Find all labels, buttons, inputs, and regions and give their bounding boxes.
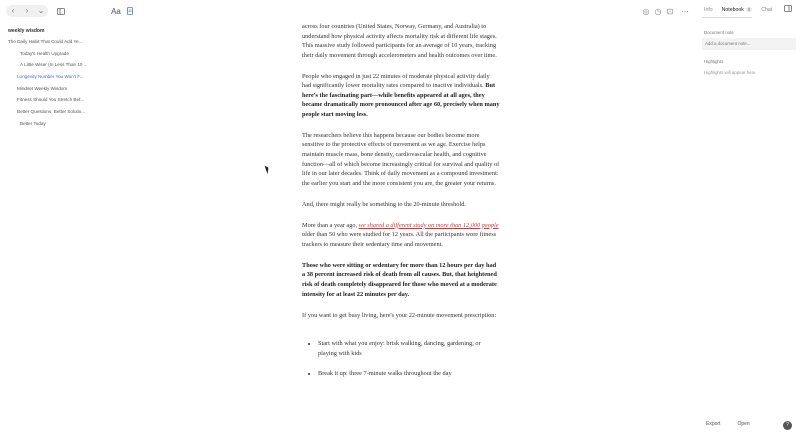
tab-notebook-label: Notebook xyxy=(721,7,744,13)
highlights-empty-text: Highlights will appear here xyxy=(704,70,756,75)
font-settings-button[interactable]: Aa xyxy=(111,6,121,16)
sidebar xyxy=(0,26,100,130)
document-icon[interactable] xyxy=(126,5,134,17)
list-item: • Start with what you enjoy: brisk walking, dancing, gardening, or playing with kids xyxy=(318,339,500,358)
sidebar-item[interactable]: Today's Health Upgrade xyxy=(20,50,69,56)
paragraph-text: More than a year ago, xyxy=(302,221,359,229)
panel-tabs xyxy=(704,7,772,13)
document-note-label: Document note xyxy=(704,30,734,35)
forward-icon[interactable]: › xyxy=(25,6,29,15)
sidebar-list xyxy=(0,36,100,130)
tab-divider xyxy=(702,17,752,18)
document-note-input[interactable] xyxy=(702,38,796,50)
paragraph: If you want to get busy living, here's your 22-minute movement prescription: xyxy=(302,311,497,319)
more-icon[interactable]: ⋯ xyxy=(681,6,689,16)
bullet-list xyxy=(302,339,500,379)
highlights-label: Highlights xyxy=(704,59,724,64)
bold-text: Those who were sitting or sedentary for more than 12 hours per day had a 38 percent increased risk of death from all causes. But, that heightened risk of death completely disappeared for those who moved at a moderate intensity for at least 22 minutes per day. xyxy=(302,261,497,298)
calendar-icon[interactable]: ⊡ xyxy=(666,6,674,16)
sidebar-item[interactable]: Better Questions, Better Solutio... xyxy=(17,109,86,115)
sidebar-item[interactable]: Mindset Weekly Wisdom xyxy=(17,85,68,91)
tab-info[interactable]: Info xyxy=(704,7,713,13)
paragraph xyxy=(302,221,500,250)
sidebar-item[interactable]: Longevity Number You Won't F... xyxy=(17,74,84,80)
navigation-group xyxy=(6,5,48,17)
paragraph: across four countries (United States, Norway, Germany, and Australia) to understand how physical activity affects mortality risk at different life stages. This massive study followed participants for an average of 10 years, tracking their daily movement through accelerometers and health outcomes over time. xyxy=(302,23,497,59)
paragraph: And, there might really be something to the 20-minute threshold. xyxy=(302,200,466,208)
export-button[interactable]: Export xyxy=(706,421,721,427)
tab-chat[interactable]: Chat xyxy=(761,7,773,13)
paragraph: The researchers believe this happens because our bodies become more sensitive to the protective effects of movement as we age. Exercise helps maintain muscle mass, bone density, cardiovascular health, and cognitive function—all of which become increasingly critical for survival and quality of life in our later decades. Think of daily movement as a compound investment: the earlier you start and the more consistent you are, the greater your returns. xyxy=(302,131,500,187)
tab-notebook[interactable] xyxy=(722,7,753,13)
panel-footer xyxy=(706,421,750,427)
right-panel xyxy=(698,0,800,434)
sidebar-item[interactable]: The Daily Habit That Could Add Ye... xyxy=(8,39,83,44)
target-icon[interactable]: ◎ xyxy=(642,6,650,16)
open-button[interactable]: Open xyxy=(737,421,750,427)
mouse-cursor xyxy=(265,165,271,174)
back-icon[interactable]: ‹ xyxy=(11,6,15,15)
article-content xyxy=(302,22,500,390)
panel-toggle-icon[interactable] xyxy=(784,5,792,14)
paragraph-text: People who engaged in just 22 minutes of moderate physical activity daily had significantly lower mortality rates compared to inactive individuals. xyxy=(302,72,490,90)
sidebar-item[interactable]: A Little Wiser (In Less Than 10 ... xyxy=(20,62,88,68)
list-item: • Break it up: three 7-minute walks throughout the day xyxy=(318,369,500,379)
paragraph-text: older than 50 who were studied for 12 years. All the participants wore fitness trackers to measure their sedentary time and movement. xyxy=(302,231,497,248)
clock-icon[interactable]: ◷ xyxy=(654,6,662,16)
sidebar-item[interactable]: Fitness Should You Stretch Bef... xyxy=(17,97,85,103)
study-link[interactable]: we shared a different study on more than 12,000 people xyxy=(358,221,499,229)
notebook-count-badge: 0 xyxy=(747,7,751,12)
sidebar-title: weekly wisdom xyxy=(8,28,45,34)
bold-text: But here's the fascinating part—while benefits appeared at all ages, they became dramatically more pronounced after age 60, precisely when many people start moving less. xyxy=(302,82,500,118)
help-button[interactable]: ? xyxy=(783,421,792,430)
sidebar-toggle-icon[interactable] xyxy=(56,5,66,17)
paragraph xyxy=(302,261,500,299)
paragraph xyxy=(302,72,500,120)
sidebar-item[interactable]: Better Today xyxy=(20,120,46,126)
chevron-down-icon[interactable]: ⌄ xyxy=(37,6,45,15)
top-toolbar xyxy=(0,0,800,22)
